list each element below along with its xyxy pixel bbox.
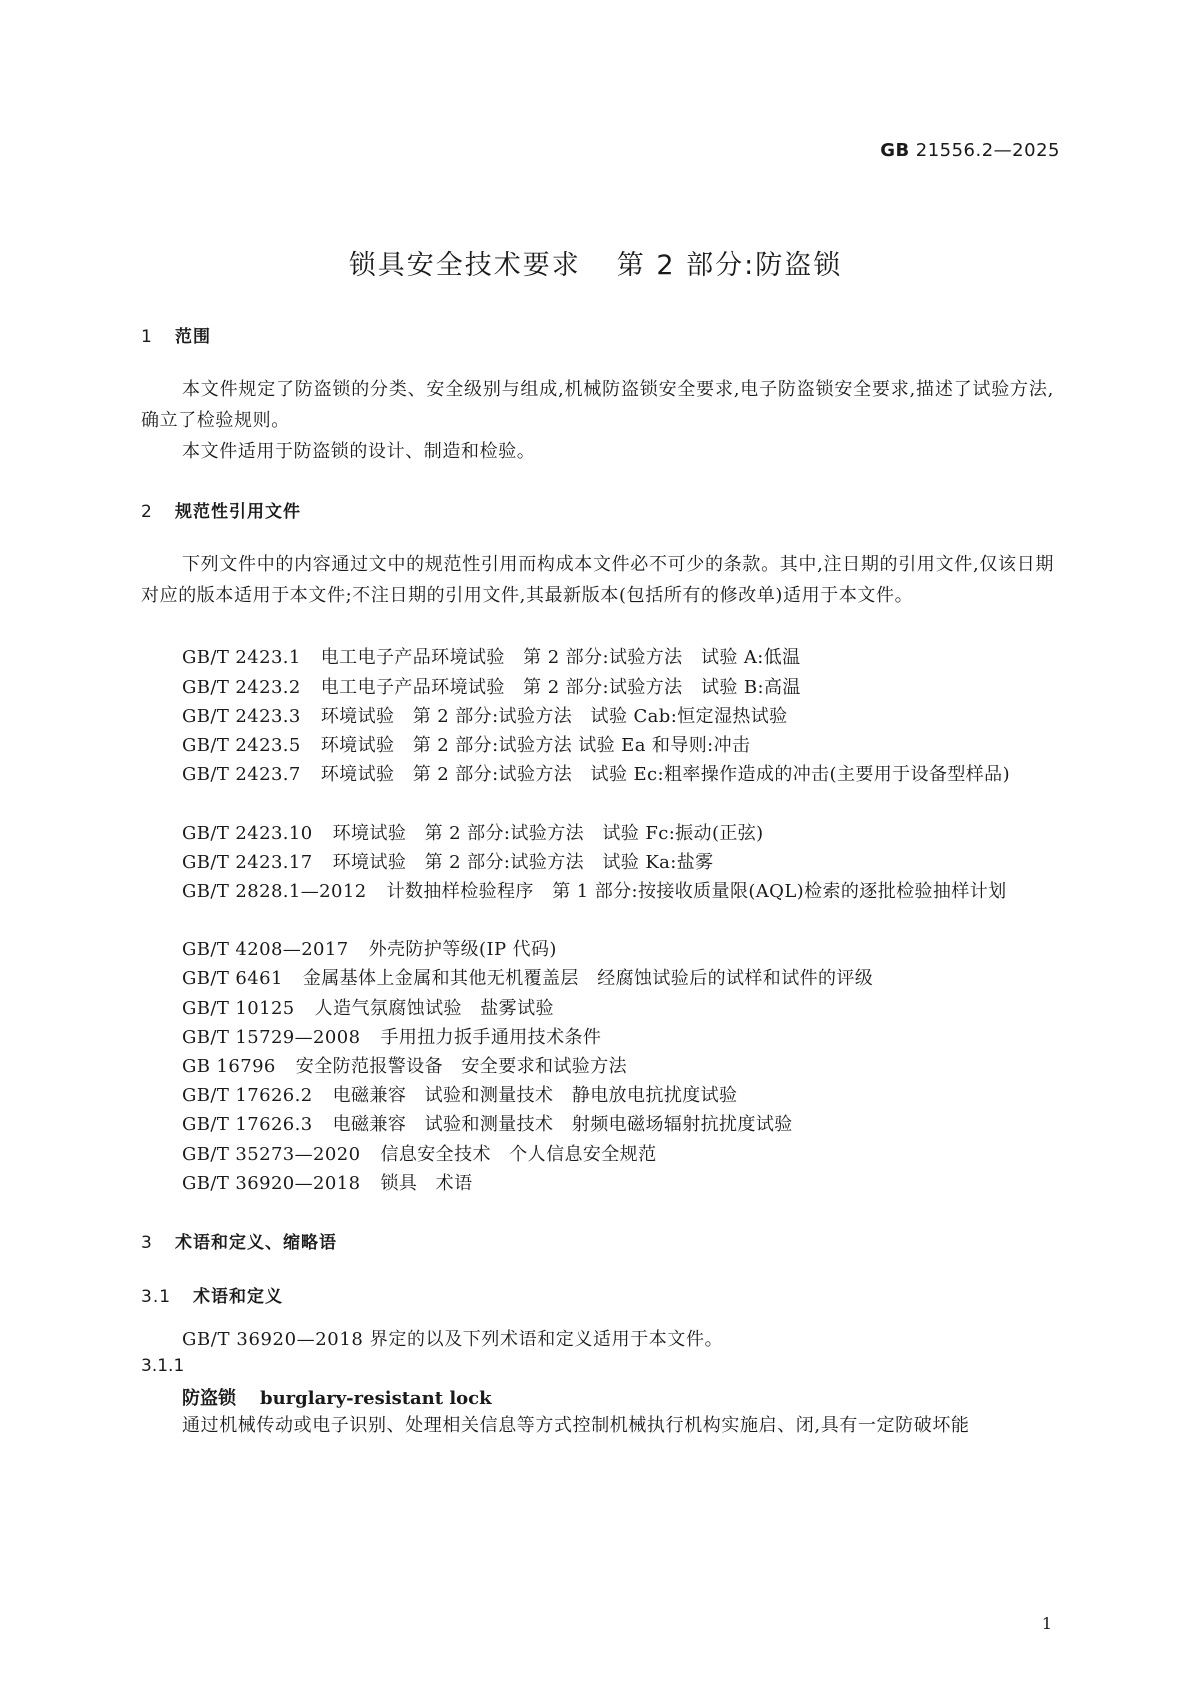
standard-code — [880, 140, 1060, 161]
reference-item: GB/T 2828.1—2012 计数抽样检验程序 第 1 部分:按接收质量限(AQL)检索的逐批检验抽样计划 — [182, 881, 1007, 902]
reference-item: GB/T 17626.3 电磁兼容 试验和测量技术 射频电磁场辐射抗扰度试验 — [182, 1114, 793, 1135]
reference-item: GB/T 2423.17 环境试验 第 2 部分:试验方法 试验 Ka:盐雾 — [182, 852, 714, 873]
section-title: 范围 — [175, 327, 211, 347]
section-title: 术语和定义、缩略语 — [175, 1233, 337, 1253]
reference-item: GB/T 36920—2018 锁具 术语 — [182, 1173, 473, 1194]
reference-item: GB/T 2423.5 环境试验 第 2 部分:试验方法 试验 Ea 和导则:冲击 — [182, 735, 751, 756]
term-definition: 通过机械传动或电子识别、处理相关信息等方式控制机械执行机构实施启、闭,具有一定防破坏能 — [182, 1415, 970, 1436]
subsection-3-1-heading — [141, 1282, 283, 1307]
reference-item: GB/T 2423.3 环境试验 第 2 部分:试验方法 试验 Cab:恒定湿热试验 — [182, 706, 788, 727]
section-number: 2 — [141, 502, 153, 522]
clause-number: 3.1.1 — [141, 1356, 185, 1376]
section-number: 1 — [141, 327, 153, 347]
scope-paragraph-2: 本文件适用于防盗锁的设计、制造和检验。 — [182, 441, 536, 462]
standard-number: 21556.2—2025 — [915, 140, 1060, 161]
section-3-heading — [141, 1228, 337, 1253]
subsection-title: 术语和定义 — [193, 1287, 283, 1307]
reference-item: GB/T 15729—2008 手用扭力扳手通用技术条件 — [182, 1027, 602, 1048]
section-1-heading — [141, 322, 211, 347]
standard-prefix: GB — [880, 140, 910, 161]
subsection-number: 3.1 — [141, 1287, 172, 1307]
reference-item: GB 16796 安全防范报警设备 安全要求和试验方法 — [182, 1056, 627, 1077]
page-number: 1 — [1041, 1614, 1052, 1633]
title-part: 第 2 部分:防盗锁 — [616, 250, 843, 281]
reference-item: GB/T 17626.2 电磁兼容 试验和测量技术 静电放电抗扰度试验 — [182, 1085, 738, 1106]
reference-item: GB/T 35273—2020 信息安全技术 个人信息安全规范 — [182, 1144, 657, 1165]
reference-item: GB/T 10125 人造气氛腐蚀试验 盐雾试验 — [182, 998, 554, 1019]
reference-item: GB/T 6461 金属基体上金属和其他无机覆盖层 经腐蚀试验后的试样和试件的评级 — [182, 968, 874, 989]
term-english: burglary-resistant lock — [260, 1388, 492, 1409]
reference-item: GB/T 4208—2017 外壳防护等级(IP 代码) — [182, 939, 557, 960]
section-2-heading — [141, 497, 301, 522]
scope-paragraph-1: 本文件规定了防盗锁的分类、安全级别与组成,机械防盗锁安全要求,电子防盗锁安全要求,描述了试验方法,确立了检验规则。 — [141, 379, 1054, 431]
reference-item: GB/T 2423.2 电工电子产品环境试验 第 2 部分:试验方法 试验 B:高温 — [182, 677, 801, 698]
section-title: 规范性引用文件 — [175, 502, 301, 522]
reference-item: GB/T 2423.1 电工电子产品环境试验 第 2 部分:试验方法 试验 A:低温 — [182, 647, 801, 668]
section-number: 3 — [141, 1233, 153, 1253]
reference-item: GB/T 2423.10 环境试验 第 2 部分:试验方法 试验 Fc:振动(正弦) — [182, 823, 764, 844]
term-entry — [182, 1384, 492, 1410]
term-chinese: 防盗锁 — [182, 1388, 236, 1409]
reference-item: GB/T 2423.7 环境试验 第 2 部分:试验方法 试验 Ec:粗率操作造成的冲击(主要用于设备型样品) — [182, 764, 1010, 785]
title-main: 锁具安全技术要求 — [348, 250, 581, 281]
references-intro: 下列文件中的内容通过文中的规范性引用而构成本文件必不可少的条款。其中,注日期的引用文件,仅该日期对应的版本适用于本文件;不注日期的引用文件,其最新版本(包括所有的修改单)适用于本文件。 — [141, 554, 1054, 606]
document-title — [0, 243, 1191, 282]
terms-intro: GB/T 36920—2018 界定的以及下列术语和定义适用于本文件。 — [182, 1329, 724, 1350]
